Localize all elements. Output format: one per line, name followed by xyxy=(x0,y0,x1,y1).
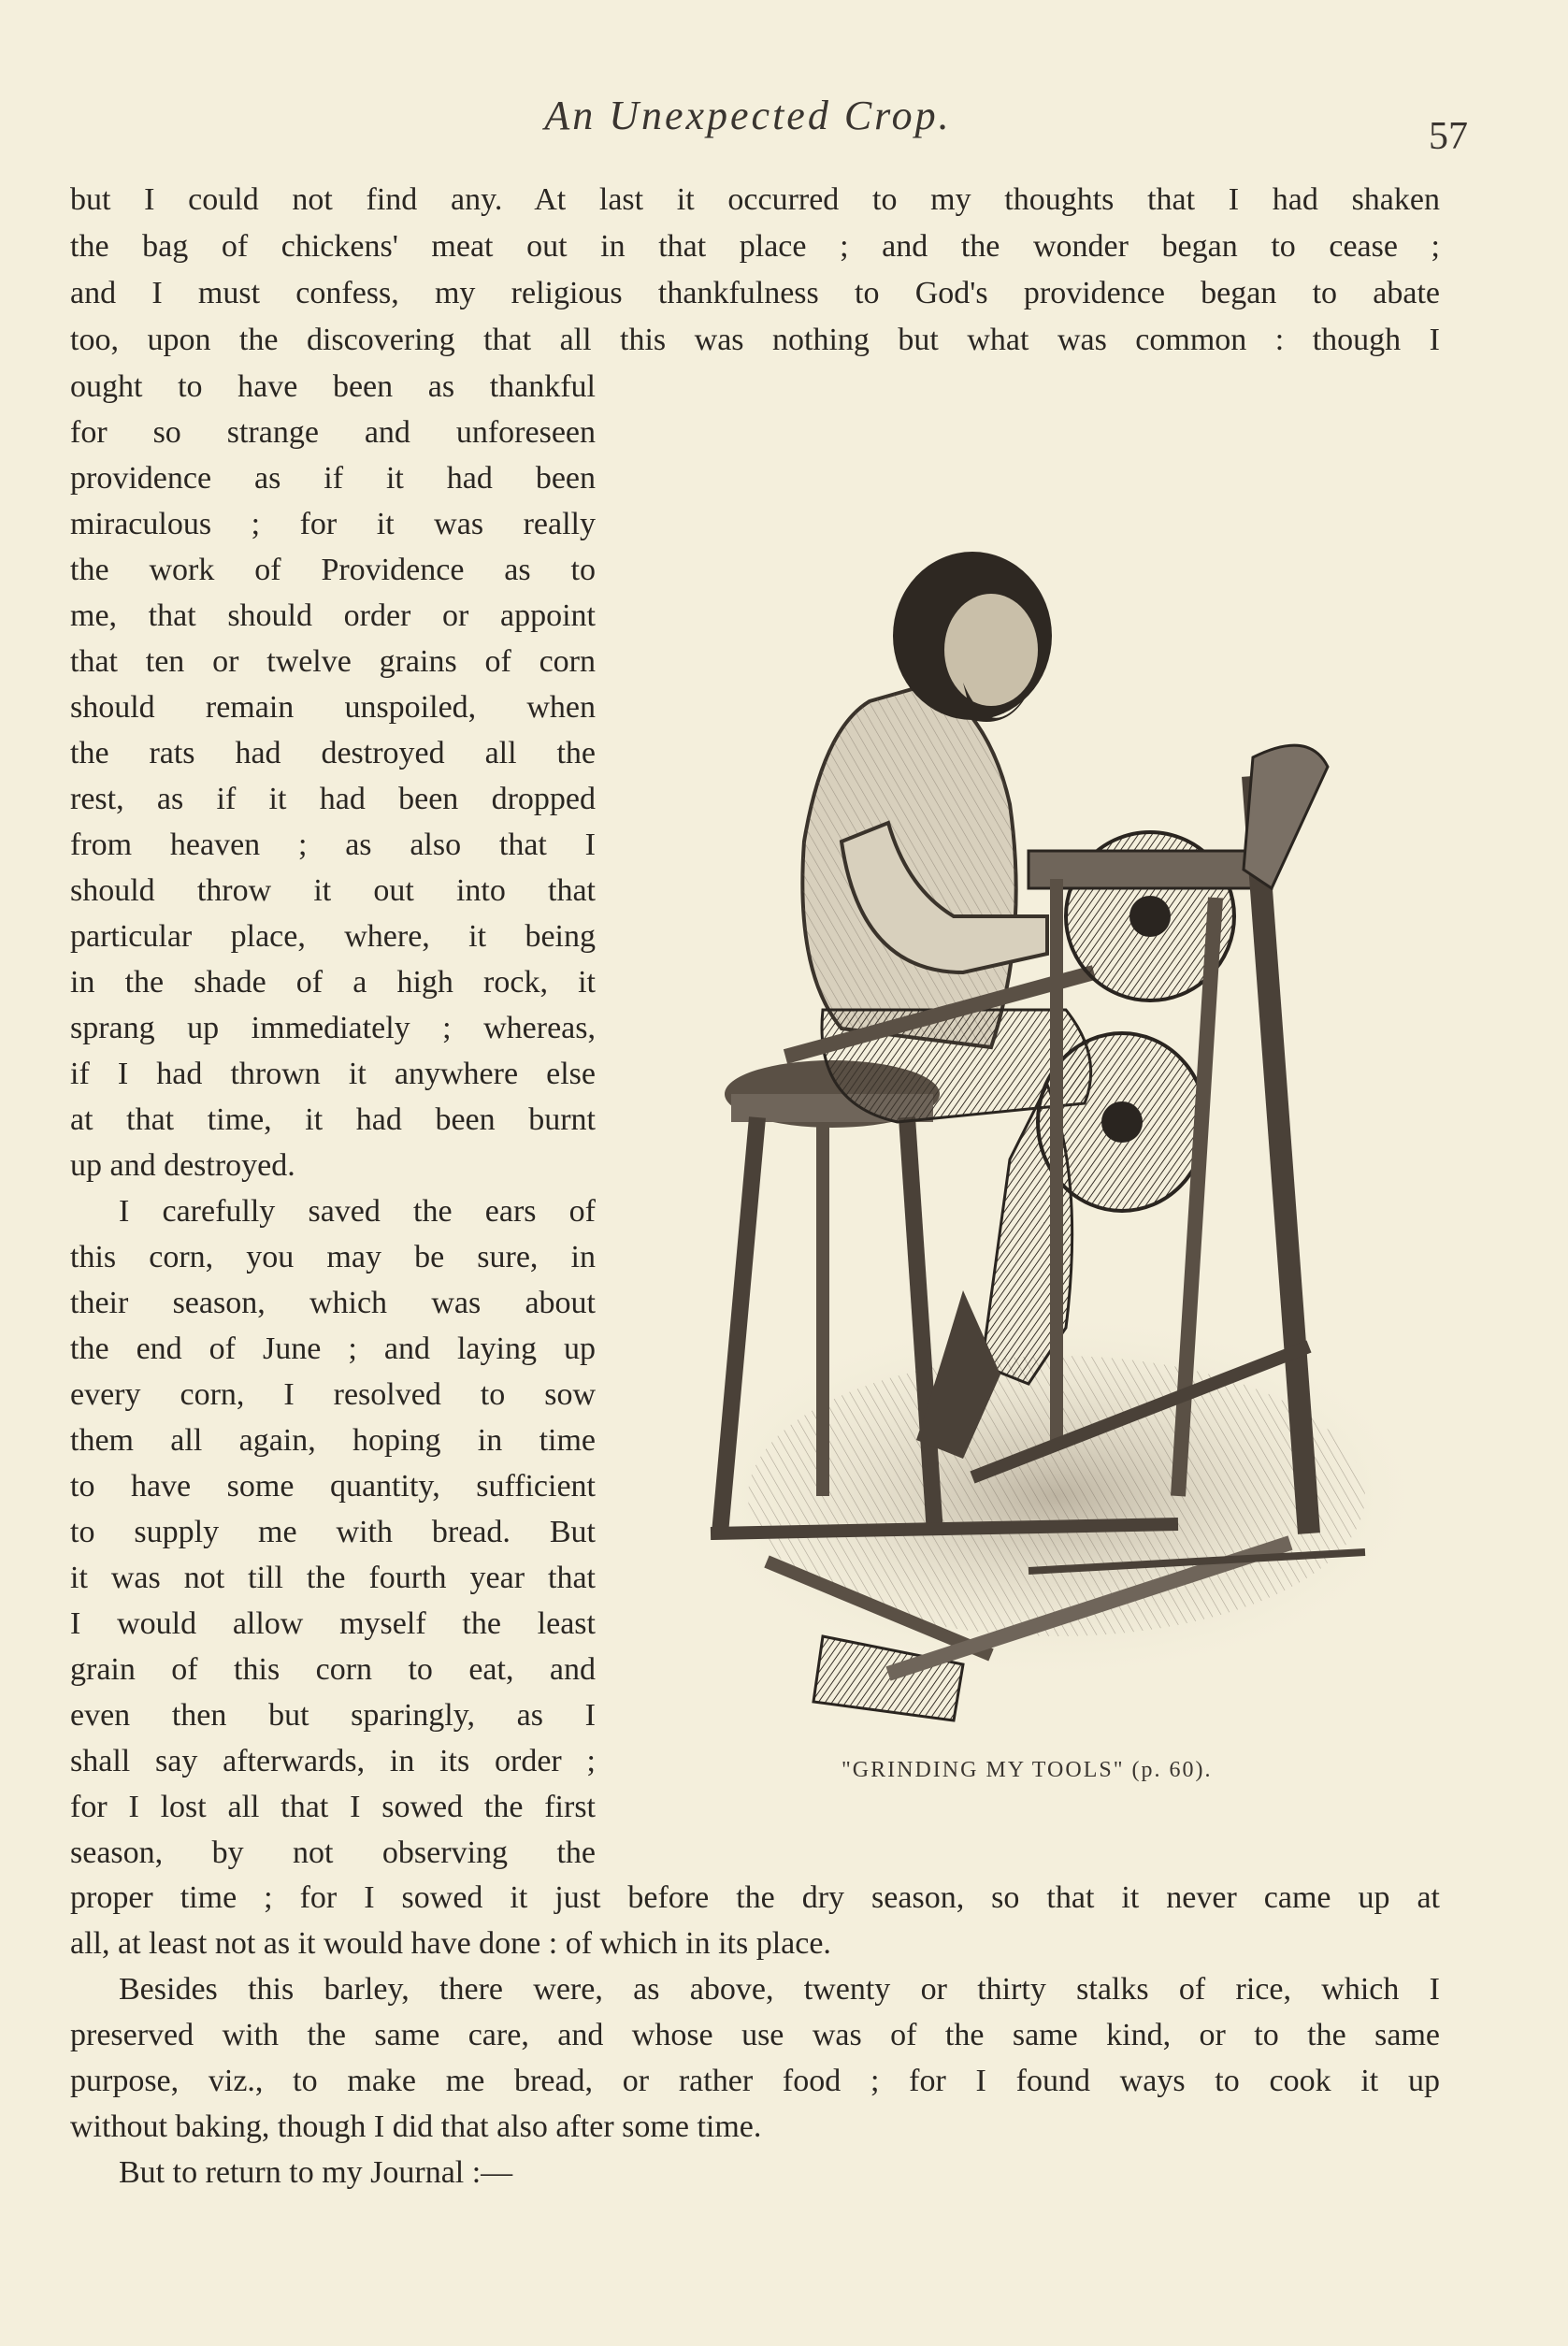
text-line: Besides this barley, there were, as above, twenty or thirty stalks of rice, which I xyxy=(119,1972,1440,2007)
text-line: for I lost all that I sowed the first xyxy=(70,1790,596,1824)
text-line: and I must confess, my religious thankfulness to God's providence began to abate xyxy=(70,276,1440,310)
text-line: all, at least not as it would have done : of which in its place. xyxy=(70,1926,831,1961)
text-line: the end of June ; and laying up xyxy=(70,1331,596,1366)
text-line: but I could not find any. At last it occurred to my thoughts that I had shaken xyxy=(70,182,1440,217)
text-line: should remain unspoiled, when xyxy=(70,690,596,725)
text-line: But to return to my Journal :— xyxy=(119,2155,513,2190)
text-line: miraculous ; for it was really xyxy=(70,507,596,541)
engraving-illustration xyxy=(655,449,1459,1758)
text-line: ought to have been as thankful xyxy=(70,369,596,404)
text-line: up and destroyed. xyxy=(70,1148,295,1183)
text-line: me, that should order or appoint xyxy=(70,598,596,633)
text-line: I carefully saved the ears of xyxy=(119,1194,596,1229)
text-line: for so strange and unforeseen xyxy=(70,415,596,450)
text-line: every corn, I resolved to sow xyxy=(70,1377,596,1412)
text-line: rest, as if it had been dropped xyxy=(70,782,596,816)
text-line: the work of Providence as to xyxy=(70,553,596,587)
text-line: grain of this corn to eat, and xyxy=(70,1652,596,1687)
text-line: at that time, it had been burnt xyxy=(70,1102,596,1137)
text-line: it was not till the fourth year that xyxy=(70,1561,596,1595)
text-line: shall say afterwards, in its order ; xyxy=(70,1744,596,1778)
text-line: providence as if it had been xyxy=(70,461,596,496)
text-line: to supply me with bread. But xyxy=(70,1515,596,1549)
text-line: to have some quantity, sufficient xyxy=(70,1469,596,1504)
text-line: preserved with the same care, and whose use was of the same kind, or to the same xyxy=(70,2018,1440,2052)
page-number: 57 xyxy=(1429,115,1468,158)
text-line: without baking, though I did that also after some time. xyxy=(70,2109,762,2144)
text-line: the rats had destroyed all the xyxy=(70,736,596,770)
text-line: sprang up immediately ; whereas, xyxy=(70,1011,596,1045)
illustration-caption: "GRINDING MY TOOLS" (p. 60). xyxy=(842,1758,1213,1782)
text-line: in the shade of a high rock, it xyxy=(70,965,596,1000)
text-line: this corn, you may be sure, in xyxy=(70,1240,596,1274)
text-line: even then but sparingly, as I xyxy=(70,1698,596,1733)
text-line: them all again, hoping in time xyxy=(70,1423,596,1458)
text-line: I would allow myself the least xyxy=(70,1606,596,1641)
text-line: particular place, where, it being xyxy=(70,919,596,954)
text-line: proper time ; for I sowed it just before the dry season, so that it never came up at xyxy=(70,1880,1440,1915)
text-line: too, upon the discovering that all this was nothing but what was common : though I xyxy=(70,323,1440,357)
text-line: their season, which was about xyxy=(70,1286,596,1320)
text-line: the bag of chickens' meat out in that place ; and the wonder began to cease ; xyxy=(70,229,1440,264)
text-line: should throw it out into that xyxy=(70,873,596,908)
running-head: An Unexpected Crop. xyxy=(544,93,952,138)
text-line: if I had thrown it anywhere else xyxy=(70,1057,596,1091)
text-line: purpose, viz., to make me bread, or rather food ; for I found ways to cook it up xyxy=(70,2064,1440,2098)
text-line: that ten or twelve grains of corn xyxy=(70,644,596,679)
text-line: season, by not observing the xyxy=(70,1835,596,1870)
text-line: from heaven ; as also that I xyxy=(70,828,596,862)
